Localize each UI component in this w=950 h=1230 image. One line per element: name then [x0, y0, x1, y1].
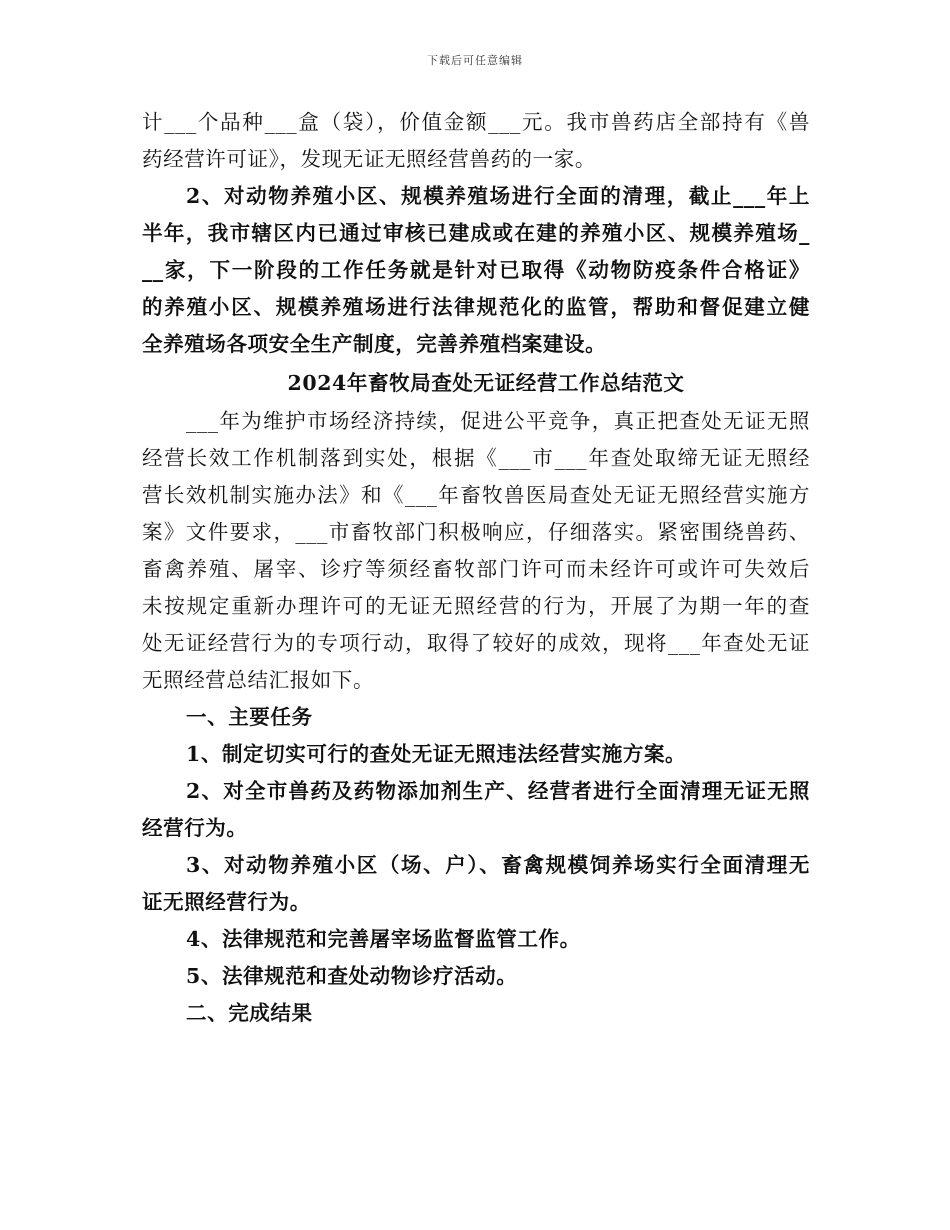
paragraph-line: 处无证经营行为的专项行动，取得了较好的成效，现将___年查处无证 — [142, 631, 810, 655]
paragraph-line: 营长效机制实施办法》和《___年畜牧兽医局查处无证无照经营实施方 — [142, 483, 810, 507]
paragraph-line: 经营长效工作机制落到实处，根据《___市___年查处取缔无证无照经 — [142, 446, 810, 470]
paragraph-line: 半年，我市辖区内已通过审核已建成或在建的养殖小区、规模养殖场_ — [142, 221, 810, 245]
paragraph-livestock-farms — [142, 178, 810, 363]
list-item-continuation: 证无照经营行为。 — [142, 890, 311, 914]
section-heading: 二、完成结果 — [186, 1001, 313, 1025]
list-item: 1、制定切实可行的查处无证无照违法经营实施方案。 — [186, 742, 687, 766]
paragraph-intro — [142, 403, 810, 699]
list-item: 4、法律规范和完善屠宰场监督监管工作。 — [186, 927, 581, 951]
paragraph-line: 未按规定重新办理许可的无证无照经营的行为，开展了为期一年的查 — [142, 594, 810, 618]
section-heading: 一、主要任务 — [186, 705, 313, 729]
document-title: 2024年畜牧局查处无证经营工作总结范文 — [287, 371, 685, 395]
paragraph-line: __家，下一阶段的工作任务就是针对已取得《动物防疫条件合格证》 — [142, 258, 810, 282]
paragraph-line: 畜禽养殖、屠宰、诊疗等须经畜牧部门许可而未经许可或许可失效后 — [142, 557, 810, 581]
list-item-continuation: 经营行为。 — [142, 816, 248, 840]
paragraph-line: 的养殖小区、规模养殖场进行法律规范化的监管，帮助和督促建立健 — [142, 295, 810, 319]
paragraph-line: 无照经营总结汇报如下。 — [142, 668, 375, 692]
paragraph-continuation — [142, 104, 810, 178]
section-main-tasks — [142, 699, 810, 1032]
list-item: 5、法律规范和查处动物诊疗活动。 — [186, 964, 518, 988]
paragraph-line: 全养殖场各项安全生产制度，完善养殖档案建设。 — [142, 332, 607, 356]
list-item: 3、对动物养殖小区（场、户）、畜禽规模饲养场实行全面清理无 — [186, 853, 810, 877]
paragraph-line: 案》文件要求，___市畜牧部门积极响应，仔细落实。紧密围绕兽药、 — [142, 520, 810, 544]
document-body — [142, 104, 810, 1032]
paragraph-line: ___年为维护市场经济持续，促进公平竞争，真正把查处无证无照 — [186, 409, 810, 433]
paragraph-line: 计___个品种___盒（袋），价值金额___元。我市兽药店全部持有《兽 — [142, 110, 810, 134]
list-item: 2、对全市兽药及药物添加剂生产、经营者进行全面清理无证无照 — [186, 779, 810, 803]
page-header: 下载后可任意编辑 — [427, 54, 523, 67]
paragraph-line: 2、对动物养殖小区、规模养殖场进行全面的清理，截止___年上 — [186, 184, 810, 208]
paragraph-line: 药经营许可证》，发现无证无照经营兽药的一家。 — [142, 147, 596, 171]
